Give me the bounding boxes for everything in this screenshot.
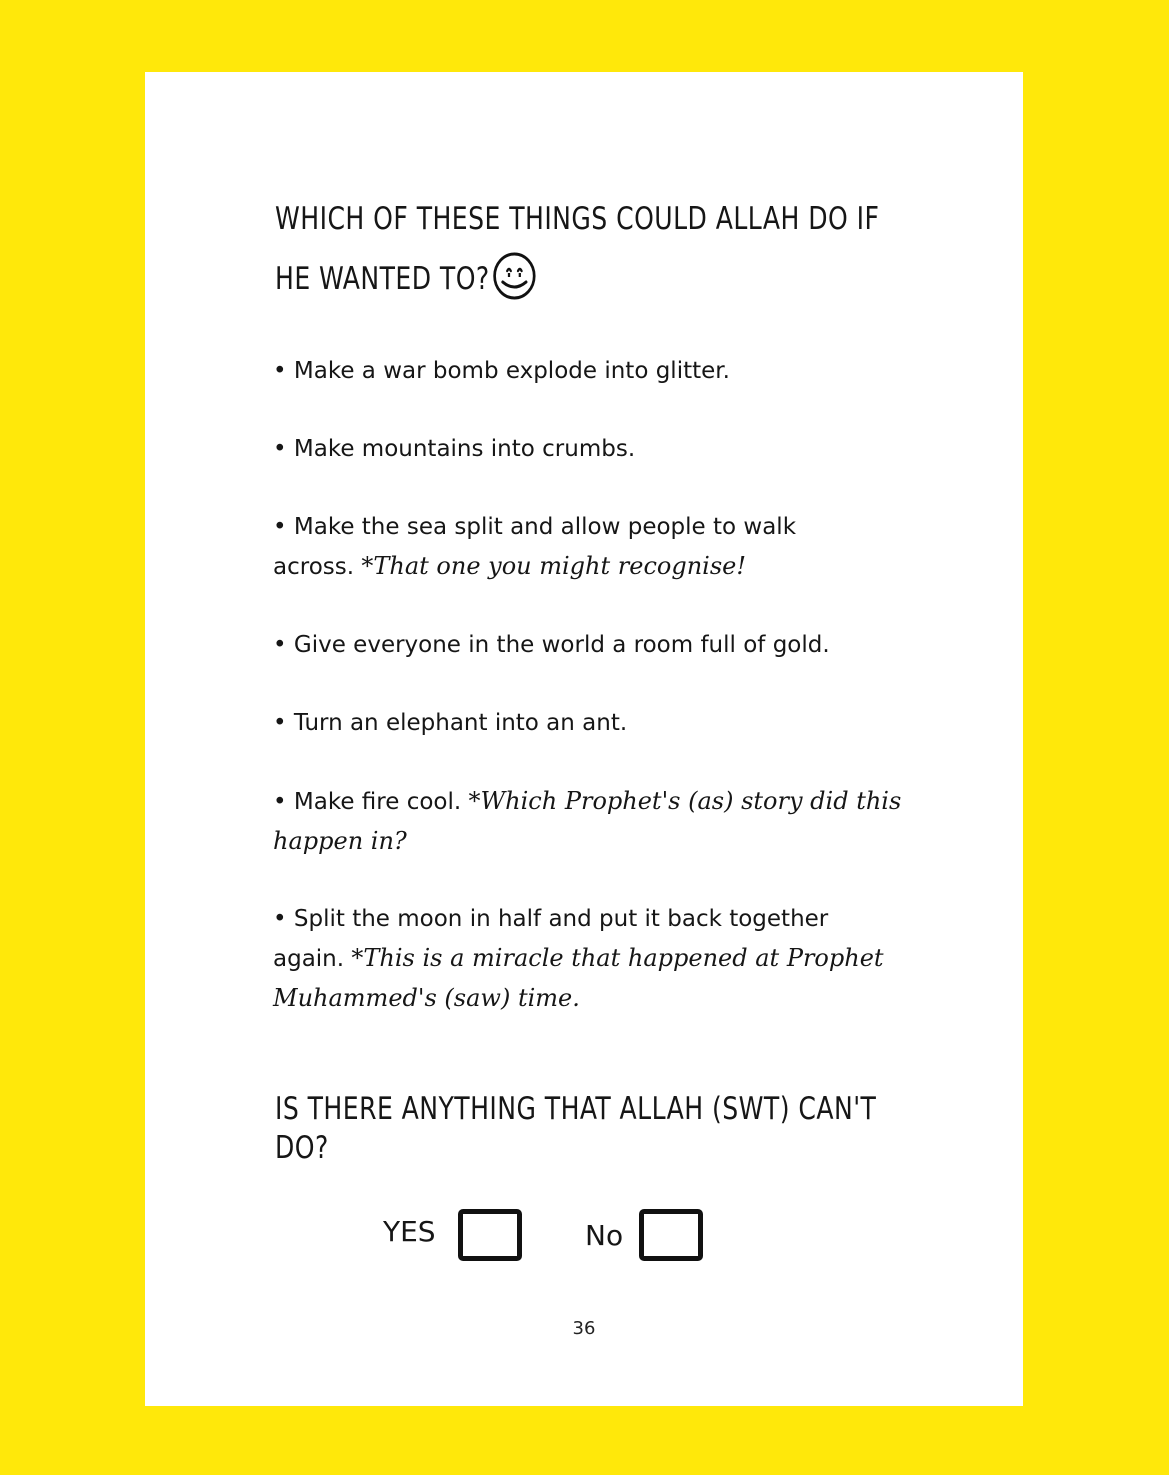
item-text: Make mountains into crumbs. (293, 436, 636, 462)
bullet: • (273, 710, 287, 736)
question-heading-1 (275, 200, 887, 299)
item-text: Split the moon in half and put it back together again. (273, 906, 829, 972)
book-page (145, 72, 1023, 1406)
no-label: No (585, 1219, 624, 1252)
bullet: • (273, 436, 287, 462)
bullet: • (273, 789, 287, 815)
yes-checkbox[interactable] (458, 1209, 522, 1261)
answer-options (145, 1207, 1023, 1267)
list-item (273, 900, 893, 1019)
bullet: • (273, 906, 287, 932)
item-text: Turn an elephant into an ant. (293, 710, 628, 736)
item-note: *That one you might recognise! (361, 552, 746, 580)
page-number: 36 (572, 1318, 596, 1339)
question-heading-2: IS THERE ANYTHING THAT ALLAH (SWT) CAN'T DO? (275, 1091, 877, 1166)
item-text: Make fire cool. (293, 789, 462, 815)
item-text: Give everyone in the world a room full of gold. (293, 632, 830, 658)
bullet: • (273, 358, 287, 384)
bullet: • (273, 514, 287, 540)
item-note: *Which Prophet's (as) story did this happen in? (273, 787, 902, 855)
smiley-face-icon (491, 251, 536, 301)
list-item (273, 352, 913, 391)
list-item (273, 430, 913, 469)
list-item (273, 626, 913, 665)
item-text: Make the sea split and allow people to walk across. (273, 514, 797, 580)
item-text: Make a war bomb explode into glitter. (293, 358, 730, 384)
list-item (273, 782, 913, 862)
item-note: *This is a miracle that happened at Prophet Muhammed's (saw) time. (273, 944, 884, 1012)
yes-label: YES (383, 1215, 436, 1248)
list-item (273, 704, 913, 743)
list-item (273, 508, 863, 587)
bullet: • (273, 632, 287, 658)
no-checkbox[interactable] (639, 1209, 703, 1261)
question-1-text: WHICH OF THESE THINGS COULD ALLAH DO IF HE WANTED TO? (275, 201, 880, 297)
